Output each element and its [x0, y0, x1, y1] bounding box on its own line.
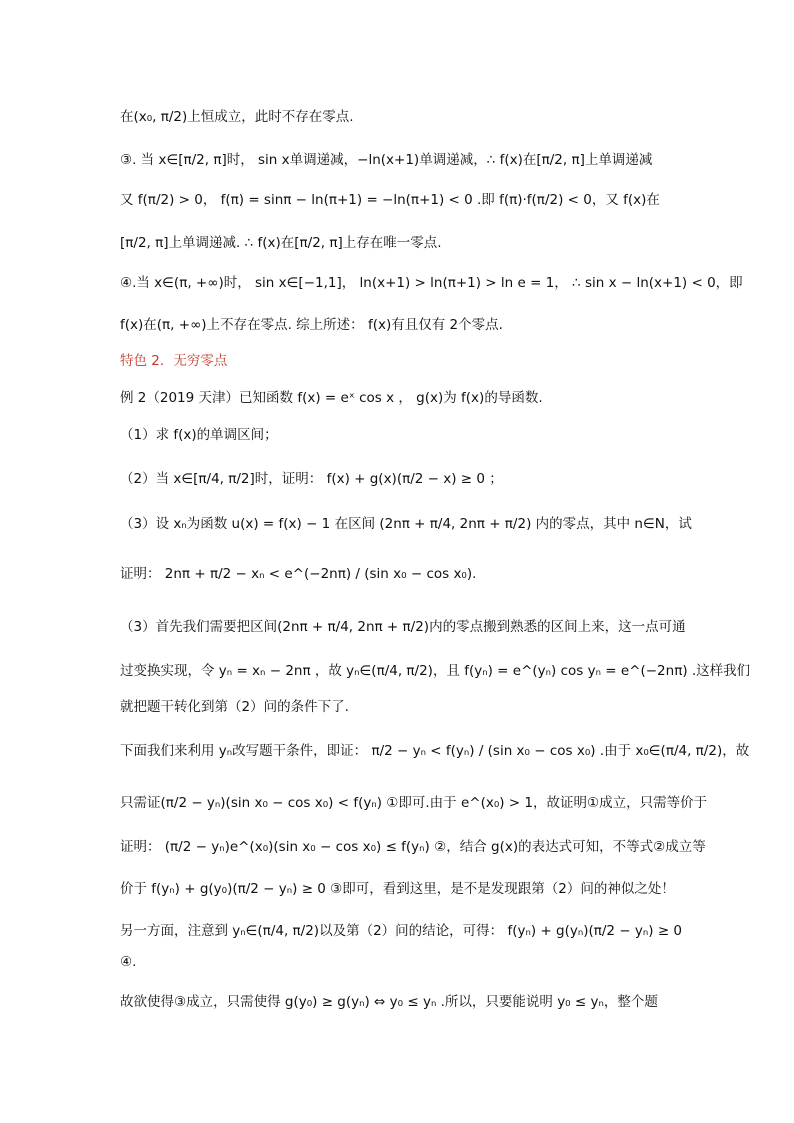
- text-line: （3）设 xₙ为函数 u(x) = f(x) − 1 在区间 (2nπ + π/4, 2nπ + π/2) 内的零点，其中 n∈N，试: [120, 516, 692, 532]
- text-line: 证明： 2nπ + π/2 − xₙ < e^(−2nπ) / (sin x₀ − cos x₀).: [120, 566, 477, 582]
- text-line: （3）首先我们需要把区间(2nπ + π/4, 2nπ + π/2)内的零点搬到熟悉的区间上来，这一点可通: [120, 619, 686, 635]
- text-line: 过变换实现，令 yₙ = xₙ − 2nπ ，故 yₙ∈(π/4, π/2)，且 f(yₙ) = e^(yₙ) cos yₙ = e^(−2nπ) .这样我们: [120, 663, 751, 679]
- text-line: 价于 f(yₙ) + g(y₀)(π/2 − yₙ) ≥ 0 ③即可，看到这里，是不是发现跟第（2）问的神似之处！: [120, 881, 675, 897]
- text-line: ③. 当 x∈[π/2, π]时， sin x单调递减，−ln(x+1)单调递减，∴ f(x)在[π/2, π]上单调递减: [120, 152, 653, 168]
- text-line: 证明： (π/2 − yₙ)e^(x₀)(sin x₀ − cos x₀) ≤ f(yₙ) ②，结合 g(x)的表达式可知，不等式②成立等: [120, 839, 706, 855]
- text-line: 在(x₀, π/2)上恒成立，此时不存在零点.: [120, 109, 354, 125]
- text-line: 下面我们来利用 yₙ改写题干条件，即证： π/2 − yₙ < f(yₙ) / (sin x₀ − cos x₀) .由于 x₀∈(π/4, π/2)，故: [120, 743, 750, 759]
- text-line: （1）求 f(x)的单调区间；: [120, 427, 278, 443]
- text-line: 就把题干转化到第（2）问的条件下了.: [120, 699, 349, 715]
- text-line: f(x)在(π, +∞)上不存在零点. 综上所述： f(x)有且仅有 2个零点.: [120, 317, 503, 333]
- text-line: 例 2（2019 天津）已知函数 f(x) = eˣ cos x ， g(x)为 f(x)的导函数.: [120, 390, 543, 406]
- text-line: 另一方面，注意到 yₙ∈(π/4, π/2)以及第（2）问的结论，可得： f(yₙ) + g(yₙ)(π/2 − yₙ) ≥ 0: [120, 923, 683, 939]
- text-line: [π/2, π]上单调递减. ∴ f(x)在[π/2, π]上存在唯一零点.: [120, 235, 442, 251]
- text-line: 故欲使得③成立，只需使得 g(y₀) ≥ g(yₙ) ⇔ y₀ ≤ yₙ .所以，只要能说明 y₀ ≤ yₙ，整个题: [120, 994, 658, 1010]
- section-heading: 特色 2．无穷零点: [120, 353, 228, 369]
- text-line: ④.: [120, 954, 137, 970]
- text-line: 又 f(π/2) > 0， f(π) = sinπ − ln(π+1) = −ln(π+1) < 0 .即 f(π)·f(π/2) < 0，又 f(x)在: [120, 192, 660, 208]
- text-line: ④.当 x∈(π, +∞)时， sin x∈[−1,1]， ln(x+1) > ln(π+1) > ln e = 1， ∴ sin x − ln(x+1) < 0，即: [120, 275, 743, 291]
- text-line: 只需证(π/2 − yₙ)(sin x₀ − cos x₀) < f(yₙ) ①即可.由于 e^(x₀) > 1，故证明①成立，只需等价于: [120, 795, 708, 811]
- text-line: （2）当 x∈[π/4, π/2]时，证明： f(x) + g(x)(π/2 − x) ≥ 0 ；: [120, 471, 503, 487]
